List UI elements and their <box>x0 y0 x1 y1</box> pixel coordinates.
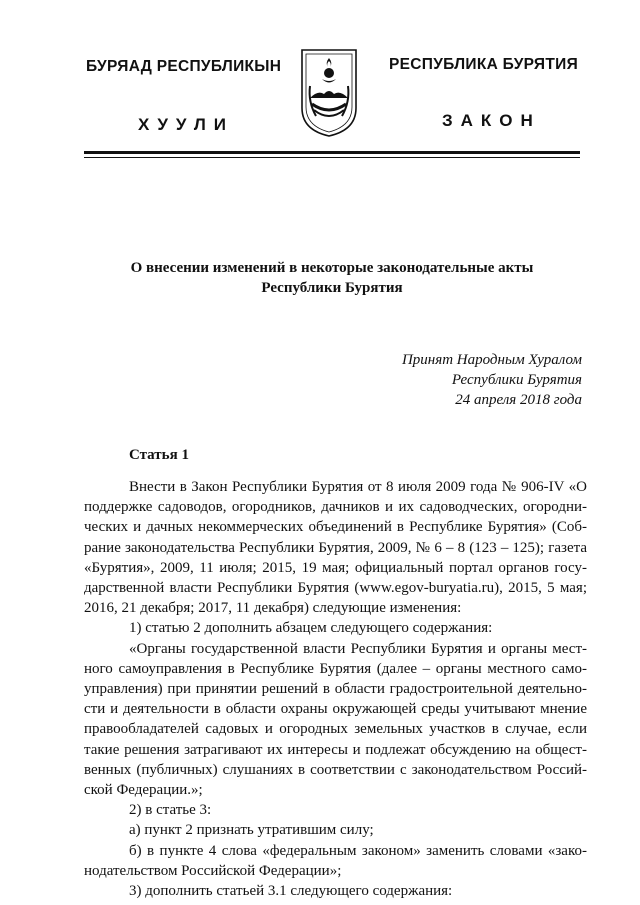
article-heading: Статья 1 <box>129 447 189 463</box>
body-line: дарственной власти Республики Бурятия (www.egov-buryatia.ru), 2015, 5 мая; <box>84 580 587 597</box>
body-line: 3) дополнить статьей 3.1 следующего содержания: <box>129 883 453 900</box>
article-body <box>84 477 587 901</box>
body-line: правообладателей садовых и огородных земельных участков в случае, если <box>84 721 587 738</box>
header-right-title: РЕСПУБЛИКА БУРЯТИЯ <box>389 56 579 73</box>
body-line: «Бурятия», 2009, 11 июля; 2015, 19 мая; официальный портал органов госу- <box>84 559 587 576</box>
body-line: такие решения затрагивают их интересы и подлежат обсуждению на общест- <box>84 741 587 758</box>
law-title <box>84 258 580 298</box>
header-left-title: БУРЯАД РЕСПУБЛИКЫН <box>86 58 282 75</box>
header-right-word: ЗАКОН <box>442 111 541 130</box>
body-line: нодательством Российской Федерации»; <box>84 862 342 879</box>
body-line: 1) статью 2 дополнить абзацем следующего содержания: <box>129 620 493 637</box>
body-line: 2016, 21 декабря; 2017, 11 декабря) следующие изменения: <box>84 600 462 617</box>
coat-of-arms-emblem <box>298 46 360 138</box>
body-line: ской Федерации.»; <box>84 782 203 799</box>
adoption-date: 24 апреля 2018 года <box>455 392 582 408</box>
header-left-word: ХУУЛИ <box>138 115 234 134</box>
body-line: 2) в статье 3: <box>129 802 212 819</box>
law-title-line: Республики Бурятия <box>261 280 403 296</box>
body-line: венных (публичных) слушаниях в соответствии с законодательством Россий- <box>84 761 587 778</box>
body-line: рание законодательства Республики Бурятия, 2009, № 6 – 8 (123 – 125); газета <box>84 539 587 556</box>
body-line: управления) при принятии решений в области градостроительной деятельно- <box>84 681 587 698</box>
adoption-note <box>402 350 582 410</box>
body-line: сти и деятельности в области охраны окружающей среды учитывают мнение <box>84 701 587 718</box>
law-title-line: О внесении изменений в некоторые законодательные акты <box>130 260 534 276</box>
body-line: ного самоуправления в Республике Бурятия (далее – органы местного само- <box>84 660 587 677</box>
header-rule-thick <box>84 151 580 154</box>
body-line: ческих и дачных некоммерческих объединений в Республике Бурятия» (Соб- <box>84 519 587 536</box>
body-line: а) пункт 2 признать утратившим силу; <box>129 822 374 839</box>
body-line: б) в пункте 4 слова «федеральным законом» заменить словами «зако- <box>129 842 587 859</box>
body-line: «Органы государственной власти Республики Бурятия и органы мест- <box>129 640 587 657</box>
adoption-line: Республики Бурятия <box>451 372 582 388</box>
adoption-line: Принят Народным Хуралом <box>401 352 582 368</box>
header-rule-thin <box>84 157 580 158</box>
body-line: поддержке садоводов, огородников, дачников и их садоводческих, огородни- <box>84 499 587 516</box>
body-line: Внести в Закон Республики Бурятия от 8 июля 2009 года № 906-IV «О <box>129 479 587 495</box>
